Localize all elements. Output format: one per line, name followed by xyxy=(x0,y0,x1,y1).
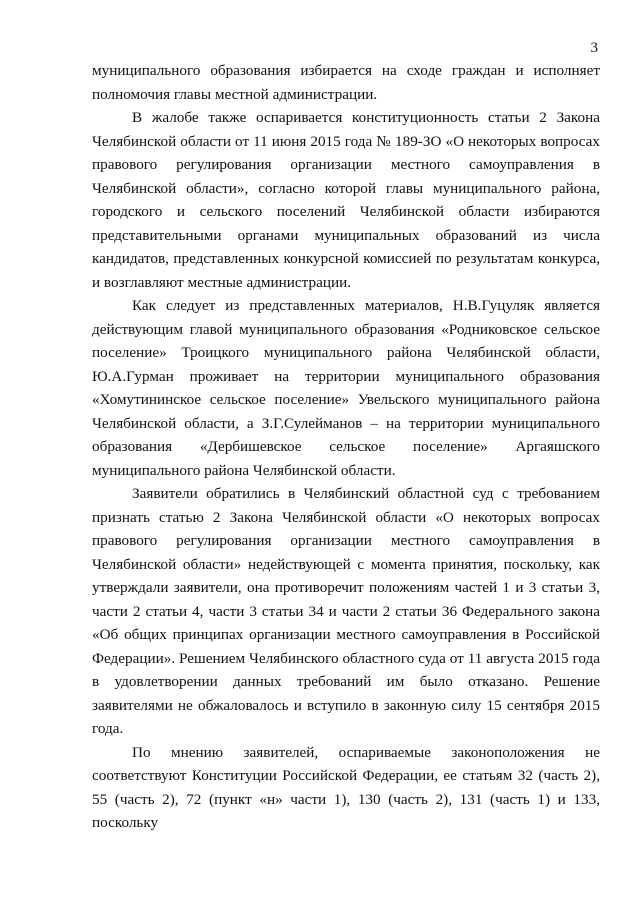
paragraph-3: Как следует из представленных материалов, Н.В.Гуцуляк является действующим главой муниципального образования «Родниковское сельское поселение» Троицкого муниципального района Челябинской области, Ю.А.Гурман проживает на территории муниципального образования «Хомутининское сельское поселение» Увельского муниципального района Челябинской области, а З.Г.Сулейманов – на территории муниципального образования «Дербишевское сельское поселение» Аргаяшского муниципального района Челябинской области. xyxy=(92,297,600,479)
paragraph-1: муниципального образования избирается на сходе граждан и исполняет полномочия главы местной администрации. xyxy=(92,62,600,103)
page-number: 3 xyxy=(590,40,598,56)
paragraph-2: В жалобе также оспаривается конституционность статьи 2 Закона Челябинской области от 11 июня 2015 года № 189-ЗО «О некоторых вопросах правового регулирования организации местного самоуправления в Челябинской области», согласно которой главы муниципального района, городского и сельского поселений Челябинской области избираются представительными органами муниципальных образований из числа кандидатов, представленных конкурсной комиссией по результатам конкурса, и возглавляют местные администрации. xyxy=(92,109,600,291)
paragraph-5: По мнению заявителей, оспариваемые законоположения не соответствуют Конституции Российской Федерации, ее статьям 32 (часть 2), 55 (часть 2), 72 (пункт «н» части 1), 130 (часть 2), 131 (часть 1) и 133, поскольку xyxy=(92,743,600,831)
paragraph-4: Заявители обратились в Челябинский областной суд с требованием признать статью 2 Закона Челябинской области «О некоторых вопросах правового регулирования организации местного самоуправления в Челябинской области» недействующей с момента принятия, поскольку, как утверждали заявители, она противоречит положениям частей 1 и 3 статьи 3, части 2 статьи 4, части 3 статьи 34 и части 2 статьи 36 Федерального закона «Об общих принципах организации местного самоуправления в Российской Федерации». Решением Челябинского областного суда от 11 августа 2015 года в удовлетворении данных требований им было отказано. Решение заявителями не обжаловалось и вступило в законную силу 15 сентября 2015 года. xyxy=(92,485,600,737)
document-body xyxy=(92,59,600,835)
